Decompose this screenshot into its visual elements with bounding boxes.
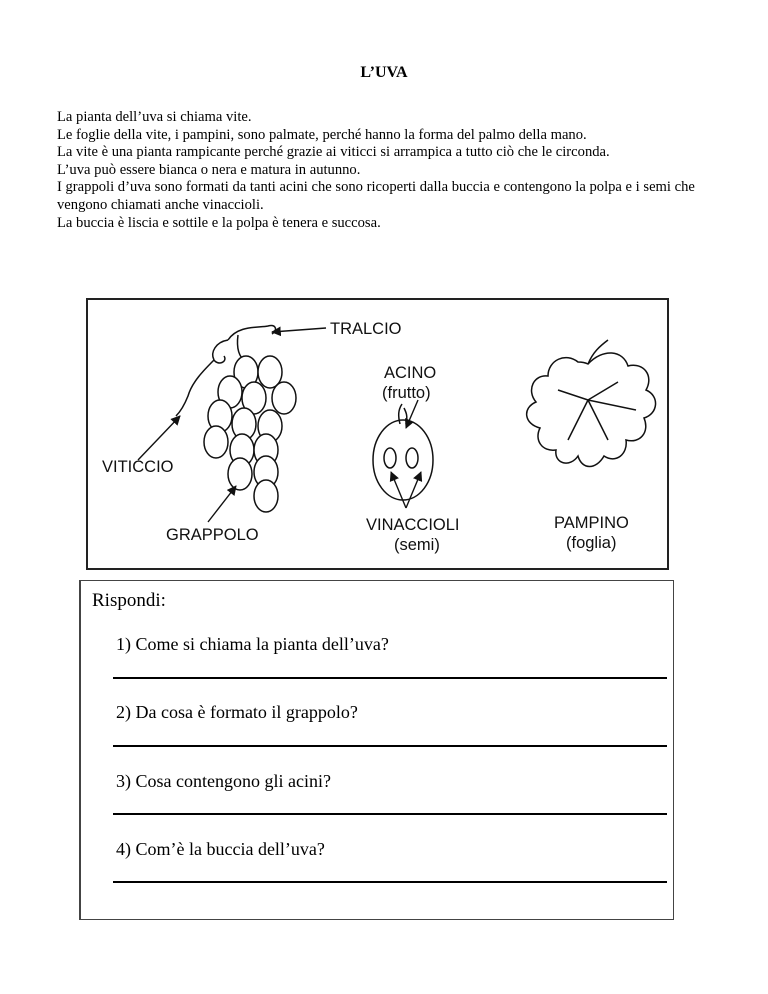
label-viticcio: VITICCIO — [102, 458, 174, 476]
intro-paragraph: La vite è una pianta rampicante perché grazie ai viticci si arrampica a tutto ciò che le circonda. — [57, 144, 610, 161]
grape-bunch-illustration — [176, 326, 296, 512]
questions-heading: Rispondi: — [92, 590, 166, 611]
question-1: 1) Come si chiama la pianta dell’uva? — [116, 634, 389, 654]
label-grappolo: GRAPPOLO — [166, 526, 259, 544]
grape-berry-illustration — [373, 404, 433, 500]
answer-line-4[interactable] — [113, 881, 667, 883]
label-acino: ACINO — [384, 364, 437, 382]
label-semi: (semi) — [394, 536, 440, 554]
intro-paragraph: Le foglie della vite, i pampini, sono palmate, perché hanno la forma del palmo della mano. — [57, 126, 587, 143]
label-vinaccioli: VINACCIOLI — [366, 516, 460, 534]
vine-leaf-illustration — [527, 340, 656, 467]
answer-line-2[interactable] — [113, 745, 667, 747]
intro-paragraph: La pianta dell’uva si chiama vite. — [57, 109, 252, 125]
label-frutto: (frutto) — [382, 384, 431, 402]
question-3: 3) Cosa contengono gli acini? — [116, 771, 331, 791]
answer-line-3[interactable] — [113, 813, 667, 815]
label-pampino: PAMPINO — [554, 514, 629, 532]
grape-diagram — [86, 298, 669, 570]
intro-paragraph: L’uva può essere bianca o nera e matura in autunno. — [57, 161, 361, 178]
intro-text — [57, 109, 717, 232]
page-title: L’UVA — [360, 64, 408, 81]
answer-line-1[interactable] — [113, 677, 667, 679]
intro-paragraph: La buccia è liscia e sottile e la polpa è tenera e succosa. — [57, 214, 381, 231]
question-4: 4) Com’è la buccia dell’uva? — [116, 839, 325, 859]
intro-paragraph: I grappoli d’uva sono formati da tanti acini che sono ricoperti dalla buccia e contengono la polpa e i semi che vengono chiamati anche vinaccioli. — [57, 179, 695, 213]
label-tralcio: TRALCIO — [330, 320, 402, 338]
questions-box — [79, 580, 674, 920]
label-foglia: (foglia) — [566, 534, 617, 552]
question-2: 2) Da cosa è formato il grappolo? — [116, 702, 358, 722]
